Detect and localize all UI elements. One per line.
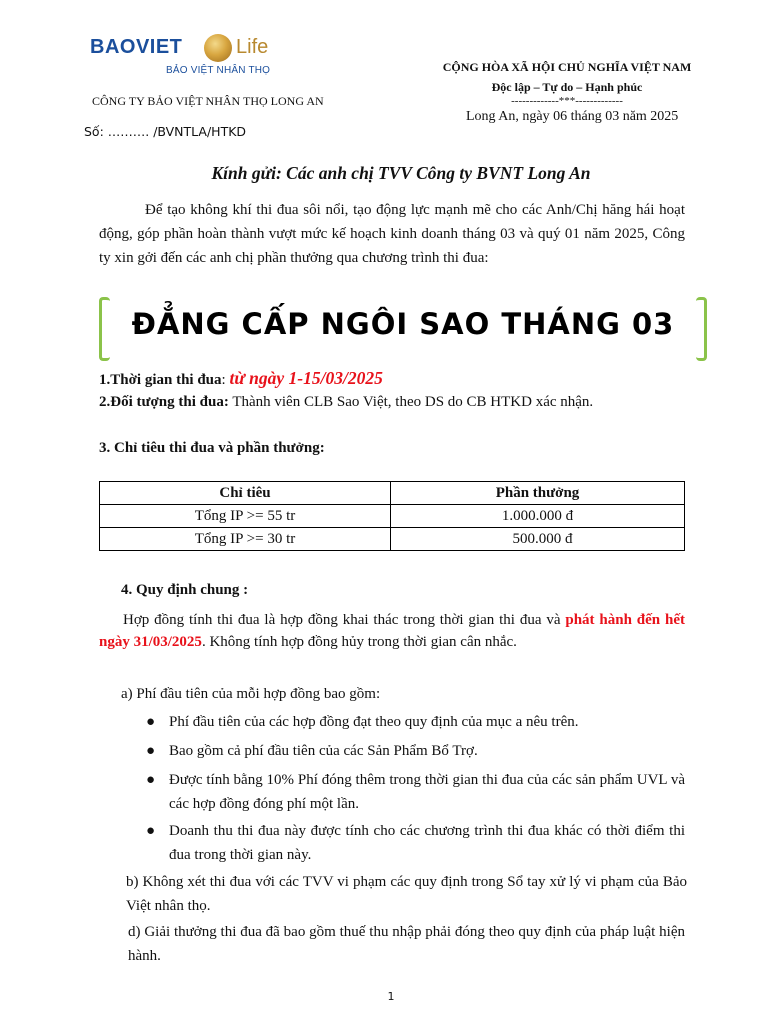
bullet-icon: ● — [146, 823, 156, 839]
rule-item-a: a) Phí đầu tiên của mỗi hợp đồng bao gồm: — [121, 686, 381, 702]
bullet-icon: ● — [146, 743, 156, 759]
table-row — [100, 528, 685, 551]
list-item: Bao gồm cả phí đầu tiên của các Sản Phẩm Bổ Trợ. — [169, 743, 478, 759]
list-item: Được tính bằng 10% Phí đóng thêm trong thời gian thi đua của các sản phẩm UVL và các hợp đồng đóng phí một lần. — [169, 772, 685, 812]
table-cell-target: Tổng IP >= 30 tr — [100, 528, 391, 551]
section-1-value: từ ngày 1-15/03/2025 — [229, 368, 383, 388]
list-item: Doanh thu thi đua này được tính cho các chương trình thi đua khác có thời điểm thi đua trong thời gian này. — [169, 823, 685, 863]
baoviet-life-logo — [88, 30, 288, 82]
intro-paragraph: Để tạo không khí thi đua sôi nổi, tạo động lực mạnh mẽ cho các Anh/Chị hăng hái hoạt động, góp phần hoàn thành vượt mức kế hoạch kinh doanh tháng 03 và quý 01 năm 2025, Công ty xin gởi đến các anh chị phần thưởng qua chương trình thi đua: — [99, 202, 685, 266]
rules-text-end: . Không tính hợp đồng hủy trong thời gian cân nhắc. — [201, 634, 517, 650]
document-date: Long An, ngày 06 tháng 03 năm 2025 — [466, 109, 679, 124]
list-item: Phí đầu tiên của các hợp đồng đạt theo quy định của mục a nêu trên. — [169, 714, 579, 730]
republic-heading: CỘNG HÒA XÃ HỘI CHỦ NGHĨA VIỆT NAM — [442, 60, 692, 74]
salutation: Kính gửi: Các anh chị TVV Công ty BVNT Long An — [211, 163, 591, 183]
section-participants — [99, 391, 685, 413]
globe-icon — [204, 34, 232, 62]
section-competition-time — [99, 367, 685, 391]
table-cell-target: Tổng IP >= 55 tr — [100, 505, 391, 528]
bullet-icon: ● — [146, 714, 156, 730]
logo-brand-text: BAOVIET — [90, 36, 183, 58]
rule-item-d: d) Giải thưởng thi đua đã bao gồm thuế thu nhập phải đóng theo quy định của pháp luật hiện hành. — [128, 924, 685, 964]
table-cell-reward: 500.000 đ — [391, 528, 685, 551]
section-1-colon: : — [221, 372, 230, 388]
rules-deadline: phát hành đến hết ngày 31/03/2025 — [99, 612, 685, 650]
table-cell-reward: 1.000.000 đ — [391, 505, 685, 528]
page-number: 1 — [387, 990, 395, 1003]
logo-life-text: Life — [236, 36, 269, 58]
section-2-label: 2.Đối tượng thi đua: — [99, 394, 229, 410]
logo-subtitle: BẢO VIỆT NHÂN THỌ — [166, 65, 271, 76]
section-general-rules — [121, 579, 707, 601]
program-banner — [99, 297, 707, 359]
right-bracket-decoration — [696, 297, 707, 361]
document-reference: Số: ………. /BVNTLA/HTKD — [84, 124, 247, 139]
section-2-value: Thành viên CLB Sao Việt, theo DS do CB HTKD xác nhận. — [228, 394, 594, 410]
rules-paragraph — [99, 609, 685, 653]
section-1-label: 1.Thời gian thi đua — [99, 372, 222, 388]
national-motto: Độc lập – Tự do – Hạnh phúc — [491, 80, 643, 94]
table-header-row — [100, 482, 685, 505]
section-3-label: 3. Chỉ tiêu thi đua và phần thưởng: — [99, 440, 325, 456]
bullet-icon: ● — [146, 772, 156, 788]
motto-divider: -------------***------------- — [511, 95, 623, 107]
section-targets-rewards — [99, 437, 685, 459]
rewards-table — [99, 481, 685, 551]
company-name: CÔNG TY BẢO VIỆT NHÂN THỌ LONG AN — [92, 94, 324, 108]
rule-item-b: b) Không xét thi đua với các TVV vi phạm các quy định trong Sổ tay xử lý vi phạm của Bảo Việt nhân thọ. — [126, 874, 687, 914]
section-4-label: 4. Quy định chung : — [121, 582, 249, 598]
table-row — [100, 505, 685, 528]
table-header-target: Chỉ tiêu — [100, 482, 391, 505]
table-header-reward: Phần thưởng — [391, 482, 685, 505]
program-title: ĐẲNG CẤP NGÔI SAO THÁNG 03 — [131, 307, 675, 341]
rules-text-start: Hợp đồng tính thi đua là hợp đồng khai thác trong thời gian thi đua và — [123, 612, 566, 628]
